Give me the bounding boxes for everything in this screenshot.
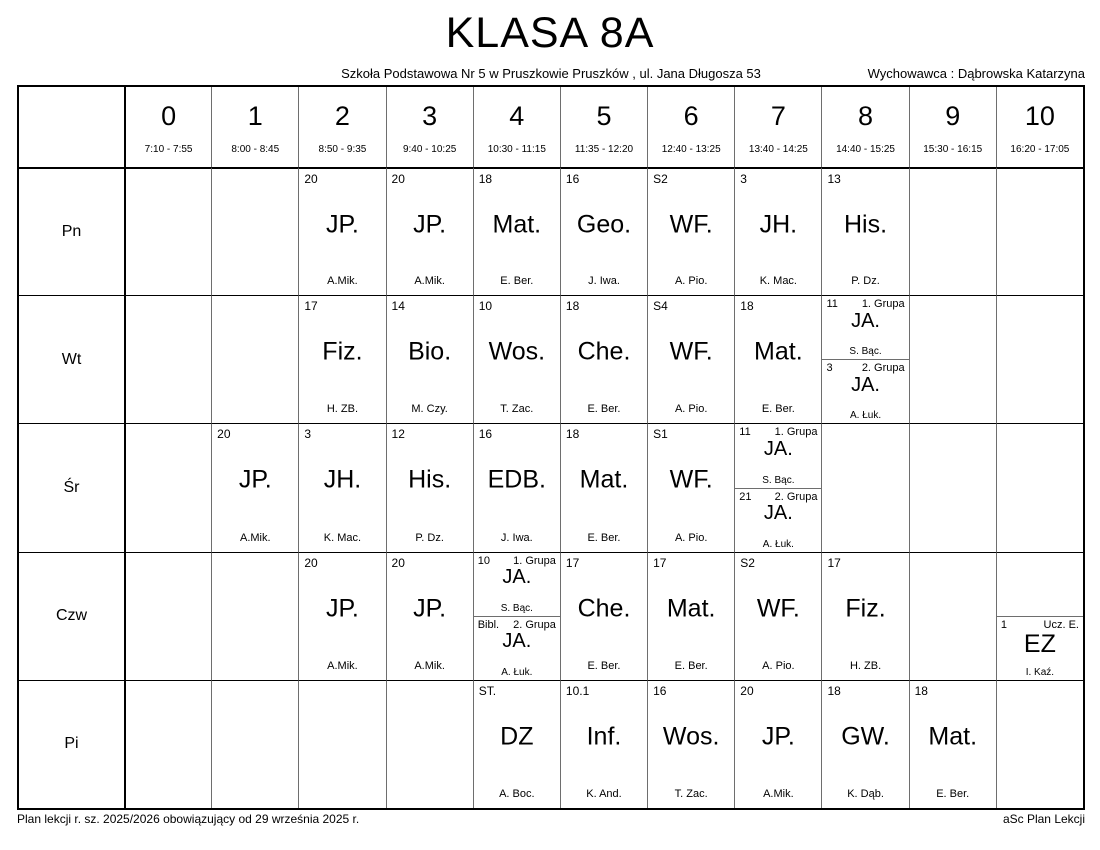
- empty-cell: [996, 423, 1083, 551]
- subject-abbr: WF.: [756, 594, 800, 623]
- empty-cell: [124, 423, 211, 551]
- teacher-abbr: E. Ber.: [587, 531, 621, 544]
- room-number: Bibl.: [477, 618, 500, 631]
- period-number: 10: [1024, 101, 1055, 131]
- empty-cell: [386, 680, 473, 808]
- room-number: S2: [740, 555, 755, 570]
- room-number: 11: [739, 426, 751, 439]
- group-lesson: [474, 553, 560, 616]
- teacher-abbr: T. Zac.: [674, 787, 708, 800]
- period-time: 11:35 - 12:20: [574, 144, 634, 155]
- group-head: [735, 424, 821, 439]
- room-number: S2: [653, 172, 668, 186]
- teacher-abbr: A. Łuk.: [762, 538, 794, 550]
- lesson-cell: [647, 552, 734, 680]
- room-number: 16: [478, 427, 493, 442]
- teacher-abbr: I. Kaź.: [1025, 666, 1055, 678]
- day-label-text: Czw: [55, 607, 88, 625]
- period-number: 8: [858, 101, 874, 131]
- subject-abbr: His.: [844, 210, 888, 239]
- lesson-cell: [473, 295, 560, 423]
- room-number: 13: [827, 172, 841, 186]
- teacher-abbr: A. Pio.: [674, 403, 708, 416]
- subject-abbr: Mat.: [579, 465, 629, 494]
- lesson-cell: [821, 552, 908, 680]
- subject-abbr: JP.: [413, 210, 447, 239]
- room-number: 18: [914, 683, 928, 698]
- room-number: 21: [739, 490, 752, 503]
- day-label-sr: [19, 423, 124, 551]
- lesson-cell: [473, 167, 560, 295]
- period-time: 9:40 - 10:25: [402, 144, 457, 155]
- period-number: 1: [247, 101, 263, 131]
- teacher-abbr: E. Ber.: [587, 659, 621, 672]
- room-number: 17: [653, 555, 667, 570]
- subject-abbr: GW.: [841, 722, 890, 751]
- subject-abbr: Wos.: [488, 337, 546, 366]
- teacher-abbr: A. Łuk.: [501, 666, 533, 678]
- teacher-abbr: S. Bąc.: [500, 602, 533, 614]
- period-number: 2: [334, 101, 350, 131]
- group-lesson: [735, 488, 821, 552]
- empty-cell: [909, 552, 996, 680]
- lesson-cell: [647, 680, 734, 808]
- subject-abbr: JP.: [325, 594, 359, 623]
- subject-abbr: WF.: [669, 465, 713, 494]
- period-number: 9: [945, 101, 961, 131]
- room-number: 14: [391, 299, 405, 314]
- lesson-cell: [386, 552, 473, 680]
- subject-abbr: JH.: [759, 210, 798, 239]
- room-number: ST.: [478, 683, 497, 698]
- period-time: 16:20 - 17:05: [1010, 144, 1070, 155]
- lesson-cell-split: [996, 552, 1083, 680]
- empty-cell: [124, 680, 211, 808]
- empty-cell: [211, 167, 298, 295]
- room-number: S4: [653, 299, 668, 314]
- timetable-grid: [17, 85, 1085, 810]
- lesson-cell: [560, 167, 647, 295]
- room-number: 20: [304, 172, 318, 186]
- lesson-cell: [647, 295, 734, 423]
- room-number: 11: [826, 298, 838, 311]
- period-header-2: [298, 87, 385, 167]
- subject-abbr: JP.: [238, 465, 272, 494]
- lesson-cell: [386, 295, 473, 423]
- group-lesson: [822, 296, 908, 359]
- lesson-cell: [473, 680, 560, 808]
- lesson-cell: [647, 167, 734, 295]
- lesson-cell-split: [821, 295, 908, 423]
- empty-cell: [909, 423, 996, 551]
- group-lesson: [474, 616, 560, 680]
- period-header-10: [996, 87, 1083, 167]
- group-lesson: [997, 616, 1083, 680]
- subject-abbr: Bio.: [408, 337, 452, 366]
- subject-abbr: DZ: [500, 722, 534, 751]
- teacher-abbr: E. Ber.: [500, 275, 534, 288]
- day-label-czw: [19, 552, 124, 680]
- period-header-7: [734, 87, 821, 167]
- subject-abbr: JA.: [502, 630, 532, 653]
- room-number: 17: [565, 555, 580, 570]
- room-number: 17: [304, 299, 318, 314]
- empty-cell: [909, 295, 996, 423]
- homeroom-teacher: Wychowawca : Dąbrowska Katarzyna: [867, 66, 1085, 81]
- period-header-9: [909, 87, 996, 167]
- teacher-abbr: E. Ber.: [674, 659, 708, 672]
- teacher-abbr: H. ZB.: [849, 659, 882, 672]
- group-label: 1. Grupa: [861, 298, 905, 311]
- lesson-cell: [386, 423, 473, 551]
- group-label: 2. Grupa: [513, 618, 556, 631]
- period-number: 4: [509, 101, 525, 131]
- group-lesson: [822, 359, 908, 423]
- lesson-cell: [298, 423, 385, 551]
- empty-cell: [124, 295, 211, 423]
- lesson-cell-split: [734, 423, 821, 551]
- lesson-cell: [386, 167, 473, 295]
- subject-abbr: Che.: [577, 594, 631, 623]
- teacher-abbr: A.Mik.: [414, 659, 445, 672]
- teacher-abbr: A.Mik.: [327, 275, 358, 288]
- empty-cell: [124, 167, 211, 295]
- room-number: 20: [391, 555, 405, 570]
- lesson-cell: [211, 423, 298, 551]
- period-number: 0: [161, 101, 177, 131]
- period-time: 10:30 - 11:15: [487, 144, 546, 155]
- subheader: [17, 66, 1085, 84]
- subject-abbr: His.: [408, 465, 452, 494]
- period-header-0: [124, 87, 211, 167]
- teacher-abbr: J. Iwa.: [500, 531, 533, 544]
- group-label: 1. Grupa: [774, 426, 818, 439]
- period-number: 7: [770, 101, 786, 131]
- subject-abbr: JA.: [851, 309, 880, 332]
- room-number: 18: [740, 299, 754, 314]
- room-number: 10.1: [565, 683, 590, 698]
- subject-abbr: Mat.: [928, 722, 978, 751]
- room-number: S1: [653, 427, 668, 442]
- empty-half-cell: [997, 553, 1083, 616]
- teacher-abbr: E. Ber.: [587, 403, 621, 416]
- group-label: 2. Grupa: [861, 362, 905, 375]
- empty-cell: [211, 552, 298, 680]
- period-header-1: [211, 87, 298, 167]
- period-header-4: [473, 87, 560, 167]
- subject-abbr: Che.: [577, 337, 631, 366]
- teacher-abbr: A. Pio.: [674, 275, 708, 288]
- subject-abbr: Fiz.: [322, 337, 363, 366]
- day-label-pi: [19, 680, 124, 808]
- room-number: 20: [304, 555, 318, 570]
- subject-abbr: JP.: [325, 210, 359, 239]
- subject-abbr: Mat.: [492, 210, 542, 239]
- teacher-abbr: J. Iwa.: [588, 275, 620, 288]
- subject-abbr: JA.: [502, 566, 532, 589]
- day-label-pn: [19, 167, 124, 295]
- subject-abbr: JP.: [761, 722, 795, 751]
- empty-cell: [211, 680, 298, 808]
- group-head: [474, 553, 560, 568]
- group-lesson: [735, 424, 821, 487]
- lesson-cell: [909, 680, 996, 808]
- period-time: 13:40 - 14:25: [748, 144, 808, 155]
- page-title: KLASA 8A: [445, 9, 655, 57]
- room-number: 3: [740, 172, 747, 186]
- group-label: Ucz. E.: [1043, 618, 1079, 631]
- lesson-cell: [821, 167, 908, 295]
- room-number: 10: [477, 554, 490, 567]
- empty-cell: [996, 167, 1083, 295]
- subject-abbr: EZ: [1023, 630, 1056, 659]
- empty-cell: [996, 295, 1083, 423]
- empty-cell: [298, 680, 385, 808]
- subject-abbr: Mat.: [754, 337, 803, 366]
- period-header-3: [386, 87, 473, 167]
- day-label-text: Śr: [63, 478, 80, 496]
- period-header-8: [821, 87, 908, 167]
- lesson-cell: [734, 680, 821, 808]
- teacher-abbr: A.Mik.: [327, 659, 358, 672]
- period-time: 15:30 - 16:15: [923, 144, 983, 155]
- room-number: 20: [217, 427, 231, 442]
- school-name: Szkoła Podstawowa Nr 5 w Pruszkowie Pruszków , ul. Jana Długosza 53: [341, 66, 761, 81]
- room-number: 3: [304, 427, 312, 442]
- group-head: [822, 360, 908, 375]
- lesson-cell: [298, 167, 385, 295]
- empty-cell: [996, 680, 1083, 808]
- teacher-abbr: P. Dz.: [415, 531, 444, 544]
- period-header-6: [647, 87, 734, 167]
- teacher-abbr: K. And.: [586, 787, 622, 800]
- room-number: 16: [653, 683, 667, 698]
- group-label: 1. Grupa: [513, 554, 556, 567]
- day-label-text: Wt: [61, 350, 82, 368]
- empty-cell: [821, 423, 908, 551]
- teacher-abbr: A. Pio.: [762, 659, 795, 672]
- lesson-cell: [560, 680, 647, 808]
- subject-abbr: JA.: [763, 438, 793, 461]
- subject-abbr: WF.: [669, 337, 713, 366]
- lesson-cell: [560, 552, 647, 680]
- teacher-abbr: K. Dąb.: [847, 787, 884, 800]
- subject-abbr: WF.: [669, 210, 713, 239]
- day-label-wt: [19, 295, 124, 423]
- lesson-cell: [473, 423, 560, 551]
- day-label-text: Pi: [64, 735, 79, 753]
- period-time: 8:50 - 9:35: [318, 144, 367, 155]
- room-number: 17: [827, 555, 841, 570]
- teacher-abbr: T. Zac.: [500, 403, 534, 416]
- corner-cell: [19, 87, 124, 167]
- footer-validity-note: Plan lekcji r. sz. 2025/2026 obowiązujący od 29 września 2025 r.: [17, 812, 360, 826]
- subject-abbr: Wos.: [662, 722, 720, 751]
- room-number: 18: [827, 683, 841, 698]
- subject-abbr: JA.: [851, 373, 880, 396]
- lesson-cell: [647, 423, 734, 551]
- group-head: [735, 489, 821, 504]
- subject-abbr: JA.: [763, 502, 793, 525]
- group-head: [822, 296, 908, 311]
- teacher-abbr: A.Mik.: [763, 787, 794, 800]
- subject-abbr: Geo.: [576, 210, 632, 239]
- room-number: 1: [1000, 618, 1007, 631]
- teacher-abbr: K. Mac.: [759, 275, 797, 288]
- lesson-cell: [298, 295, 385, 423]
- period-time: 8:00 - 8:45: [231, 144, 280, 155]
- subject-abbr: Inf.: [586, 722, 622, 751]
- period-number: 5: [596, 101, 612, 131]
- lesson-cell: [734, 167, 821, 295]
- day-label-text: Pn: [61, 223, 82, 241]
- group-head: [474, 617, 560, 632]
- group-head: [997, 617, 1083, 632]
- subject-abbr: Mat.: [666, 594, 716, 623]
- footer-app-name: aSc Plan Lekcji: [1002, 812, 1085, 826]
- teacher-abbr: K. Mac.: [323, 531, 362, 544]
- empty-cell: [124, 552, 211, 680]
- teacher-abbr: S. Bąc.: [849, 346, 882, 358]
- room-number: 18: [565, 427, 580, 442]
- room-number: 3: [826, 362, 833, 375]
- lesson-cell: [298, 552, 385, 680]
- subject-abbr: JP.: [413, 594, 447, 623]
- lesson-cell-split: [473, 552, 560, 680]
- lesson-cell: [734, 552, 821, 680]
- teacher-abbr: A. Boc.: [499, 787, 535, 800]
- lesson-cell: [560, 423, 647, 551]
- room-number: 16: [565, 172, 580, 186]
- teacher-abbr: S. Bąc.: [762, 474, 795, 486]
- room-number: 18: [565, 299, 580, 314]
- teacher-abbr: A.Mik.: [414, 275, 445, 288]
- teacher-abbr: M. Czy.: [411, 403, 448, 416]
- teacher-abbr: H. ZB.: [326, 403, 359, 416]
- room-number: 18: [478, 172, 493, 186]
- room-number: 12: [391, 427, 405, 442]
- teacher-abbr: A. Pio.: [674, 531, 708, 544]
- period-time: 14:40 - 15:25: [836, 144, 895, 155]
- teacher-abbr: A.Mik.: [239, 531, 271, 544]
- empty-cell: [211, 295, 298, 423]
- lesson-cell: [560, 295, 647, 423]
- teacher-abbr: A. Łuk.: [849, 410, 882, 422]
- period-header-5: [560, 87, 647, 167]
- subject-abbr: Fiz.: [845, 594, 886, 623]
- lesson-cell: [734, 295, 821, 423]
- teacher-abbr: P. Dz.: [851, 275, 880, 288]
- period-number: 3: [422, 101, 438, 131]
- empty-cell: [909, 167, 996, 295]
- subject-abbr: JH.: [323, 465, 362, 494]
- room-number: 10: [478, 299, 493, 314]
- period-number: 6: [683, 101, 699, 131]
- period-time: 7:10 - 7:55: [144, 144, 193, 155]
- group-label: 2. Grupa: [774, 490, 818, 503]
- room-number: 20: [740, 683, 754, 698]
- teacher-abbr: E. Ber.: [936, 787, 970, 800]
- lesson-cell: [821, 680, 908, 808]
- room-number: 20: [391, 172, 405, 186]
- period-time: 12:40 - 13:25: [661, 144, 721, 155]
- subject-abbr: EDB.: [487, 465, 546, 494]
- teacher-abbr: E. Ber.: [761, 403, 795, 416]
